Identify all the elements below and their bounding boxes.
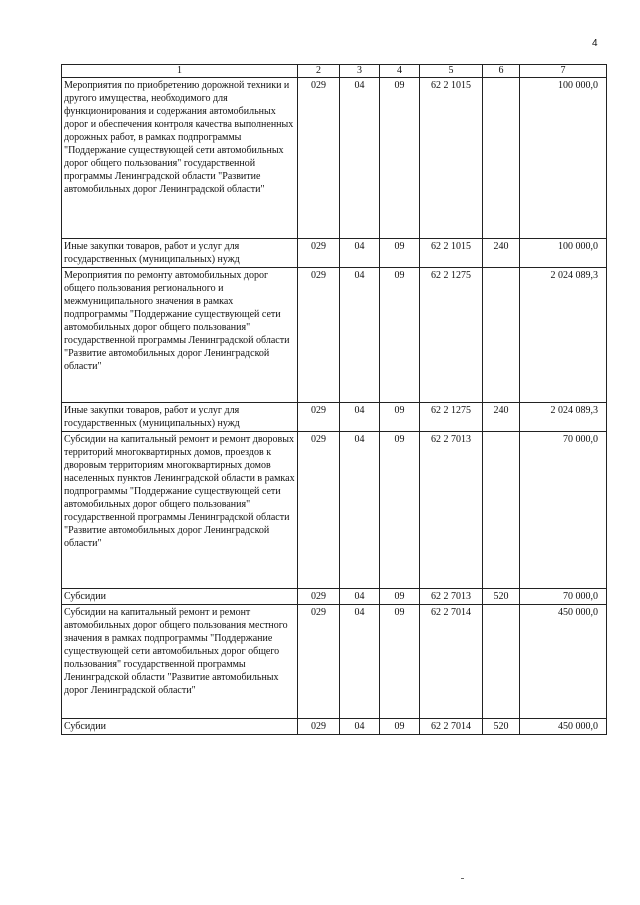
row-col-4: 09 xyxy=(380,268,420,403)
row-col-7: 2 024 089,3 xyxy=(520,268,607,403)
row-name: Субсидии xyxy=(62,589,298,605)
row-name: Иные закупки товаров, работ и услуг для государственных (муниципальных) нужд xyxy=(62,239,298,268)
row-col-7: 70 000,0 xyxy=(520,589,607,605)
row-col-6: 520 xyxy=(483,719,520,735)
row-col-5: 62 2 7013 xyxy=(420,432,483,589)
row-col-3: 04 xyxy=(340,403,380,432)
row-col-5: 62 2 7013 xyxy=(420,589,483,605)
row-col-4: 09 xyxy=(380,78,420,239)
table-row xyxy=(62,239,607,268)
row-name: Субсидии xyxy=(62,719,298,735)
row-name: Мероприятия по приобретению дорожной техники и другого имущества, необходимого для функционирования и содержания автомобильных дорог и обеспечения контроля качества выполненных дорожных работ, в рамках подпрограммы "Поддержание существующей сети автомобильных дорог общего пользования" государственной программы Ленинградской области "Развитие автомобильных дорог Ленинградской области" xyxy=(62,78,298,239)
table-row xyxy=(62,268,607,403)
row-col-6: 240 xyxy=(483,239,520,268)
row-name: Мероприятия по ремонту автомобильных дорог общего пользования регионального и межмуниципального значения в рамках подпрограммы "Поддержание существующей сети автомобильных дорог общего пользования" государственной программы Ленинградской области "Развитие автомобильных дорог Ленинградской области" xyxy=(62,268,298,403)
table-row xyxy=(62,589,607,605)
row-col-5: 62 2 1015 xyxy=(420,239,483,268)
row-col-3: 04 xyxy=(340,78,380,239)
row-col-2: 029 xyxy=(298,605,340,719)
table-row xyxy=(62,605,607,719)
row-col-4: 09 xyxy=(380,403,420,432)
row-name: Субсидии на капитальный ремонт и ремонт дворовых территорий многоквартирных домов, проездов к дворовым территориям многоквартирных домов населенных пунктов Ленинградской области в рамках подпрограммы "Поддержание существующей сети автомобильных дорог общего пользования" государственной программы Ленинградской области "Развитие автомобильных дорог Ленинградской области" xyxy=(62,432,298,589)
row-col-7: 100 000,0 xyxy=(520,239,607,268)
row-name: Субсидии на капитальный ремонт и ремонт автомобильных дорог общего пользования местного значения в рамках подпрограммы "Поддержание существующей сети автомобильных дорог общего пользования" государственной программы Ленинградской области "Развитие автомобильных дорог Ленинградской области" xyxy=(62,605,298,719)
row-col-6 xyxy=(483,605,520,719)
header-col-3: 3 xyxy=(340,65,380,78)
row-col-4: 09 xyxy=(380,605,420,719)
table-row xyxy=(62,719,607,735)
table-row xyxy=(62,432,607,589)
row-col-7: 450 000,0 xyxy=(520,605,607,719)
row-col-3: 04 xyxy=(340,605,380,719)
row-col-7: 2 024 089,3 xyxy=(520,403,607,432)
row-col-3: 04 xyxy=(340,589,380,605)
row-col-2: 029 xyxy=(298,719,340,735)
header-row xyxy=(62,65,607,78)
header-col-7: 7 xyxy=(520,65,607,78)
table-row xyxy=(62,78,607,239)
row-col-3: 04 xyxy=(340,268,380,403)
row-col-6: 240 xyxy=(483,403,520,432)
row-col-5: 62 2 1015 xyxy=(420,78,483,239)
scan-mark xyxy=(461,878,464,879)
row-col-2: 029 xyxy=(298,239,340,268)
header-col-4: 4 xyxy=(380,65,420,78)
header-col-5: 5 xyxy=(420,65,483,78)
header-col-1: 1 xyxy=(62,65,298,78)
row-col-6 xyxy=(483,432,520,589)
row-col-3: 04 xyxy=(340,432,380,589)
row-col-6 xyxy=(483,78,520,239)
row-col-2: 029 xyxy=(298,78,340,239)
header-col-2: 2 xyxy=(298,65,340,78)
row-col-2: 029 xyxy=(298,268,340,403)
row-col-7: 70 000,0 xyxy=(520,432,607,589)
row-col-4: 09 xyxy=(380,239,420,268)
row-col-4: 09 xyxy=(380,589,420,605)
table-row xyxy=(62,403,607,432)
row-col-5: 62 2 1275 xyxy=(420,268,483,403)
row-col-7: 450 000,0 xyxy=(520,719,607,735)
row-col-5: 62 2 7014 xyxy=(420,719,483,735)
row-col-6 xyxy=(483,268,520,403)
row-name: Иные закупки товаров, работ и услуг для государственных (муниципальных) нужд xyxy=(62,403,298,432)
row-col-5: 62 2 1275 xyxy=(420,403,483,432)
row-col-2: 029 xyxy=(298,432,340,589)
row-col-4: 09 xyxy=(380,432,420,589)
row-col-5: 62 2 7014 xyxy=(420,605,483,719)
header-col-6: 6 xyxy=(483,65,520,78)
row-col-6: 520 xyxy=(483,589,520,605)
row-col-7: 100 000,0 xyxy=(520,78,607,239)
row-col-3: 04 xyxy=(340,719,380,735)
budget-table xyxy=(61,64,607,735)
row-col-2: 029 xyxy=(298,589,340,605)
row-col-4: 09 xyxy=(380,719,420,735)
page-number: 4 xyxy=(592,38,598,49)
row-col-3: 04 xyxy=(340,239,380,268)
row-col-2: 029 xyxy=(298,403,340,432)
